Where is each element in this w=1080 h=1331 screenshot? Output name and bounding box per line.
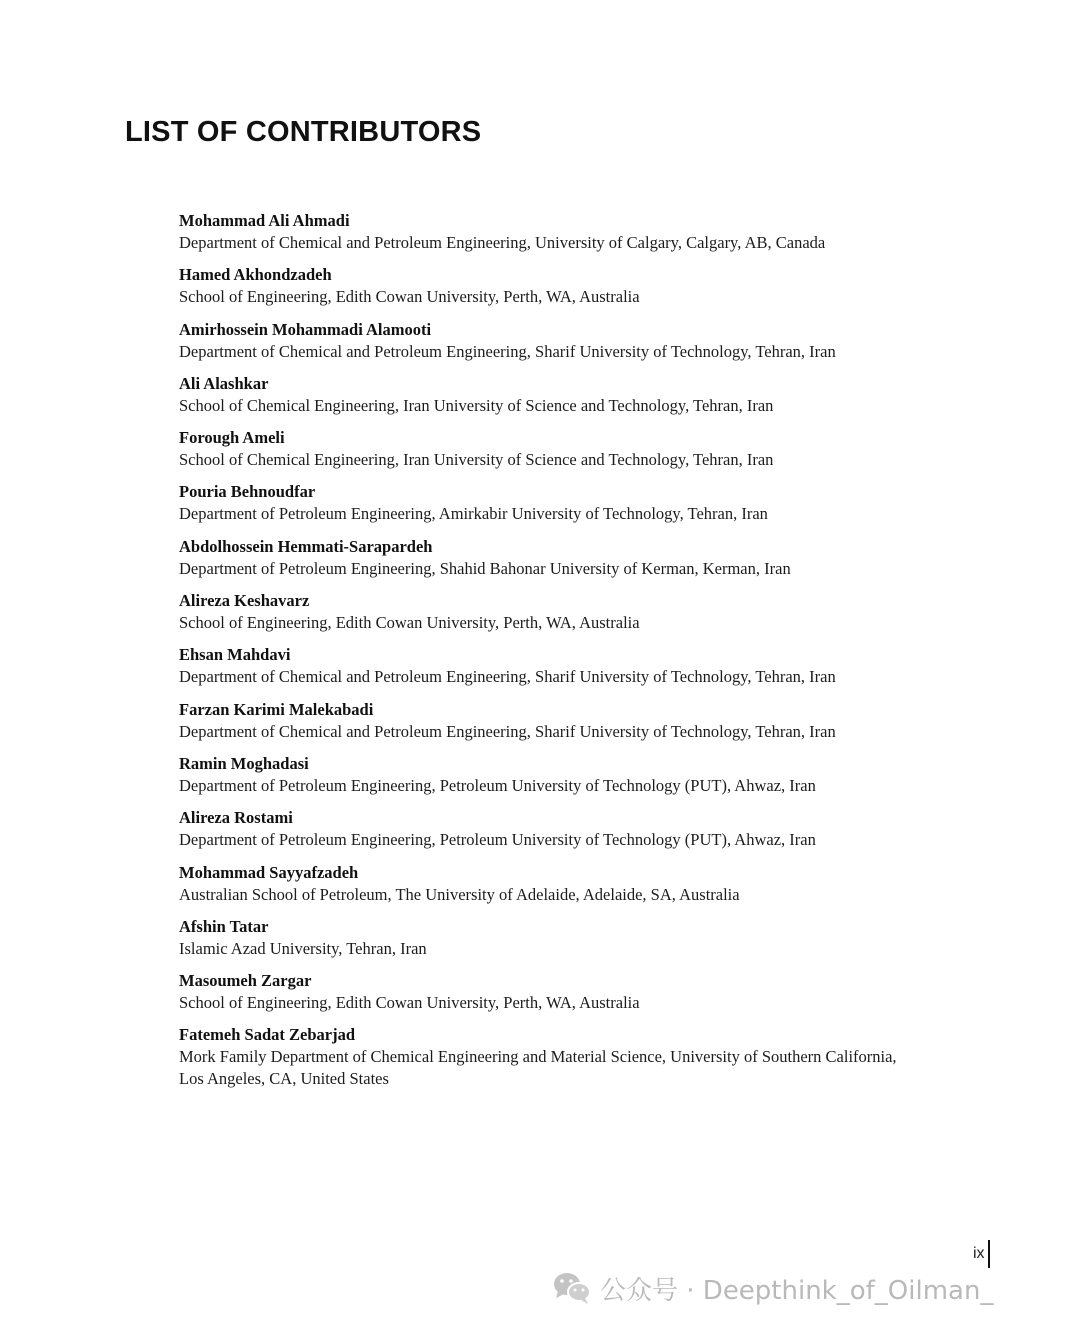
contributor-name: Ramin Moghadasi bbox=[179, 753, 309, 773]
contributor-name: Forough Ameli bbox=[179, 428, 285, 448]
contributor-affiliation: Australian School of Petroleum, The University of Adelaide, Adelaide, SA, Australia bbox=[179, 884, 740, 904]
contributor-affiliation: School of Engineering, Edith Cowan University, Perth, WA, Australia bbox=[179, 993, 640, 1013]
contributor-affiliation: Mork Family Department of Chemical Engineering and Material Science, University of Southern California, Los Angeles, CA, United States bbox=[179, 1047, 897, 1089]
contributor-entry bbox=[179, 373, 919, 417]
watermark-text: 公众号 · Deepthink_of_Oilman_ bbox=[600, 1275, 994, 1306]
contributor-affiliation: Department of Chemical and Petroleum Engineering, University of Calgary, Calgary, AB, Canada bbox=[179, 233, 826, 252]
contributor-entry bbox=[179, 970, 919, 1014]
contributor-entry bbox=[179, 319, 919, 363]
contributor-name: Hamed Akhondzadeh bbox=[179, 265, 332, 285]
contributor-entry bbox=[179, 753, 919, 797]
contributor-list bbox=[179, 210, 919, 1101]
contributor-entry bbox=[179, 699, 919, 743]
contributor-entry bbox=[179, 1024, 919, 1090]
contributor-affiliation: School of Engineering, Edith Cowan University, Perth, WA, Australia bbox=[179, 287, 640, 307]
contributor-entry bbox=[179, 807, 919, 851]
wechat-icon bbox=[552, 1270, 592, 1306]
contributor-name: Ehsan Mahdavi bbox=[179, 645, 291, 665]
contributor-name: Mohammad Sayyafzadeh bbox=[179, 862, 359, 882]
contributor-affiliation: Department of Chemical and Petroleum Engineering, Sharif University of Technology, Tehran, Iran bbox=[179, 341, 836, 361]
contributor-affiliation: Department of Petroleum Engineering, Amirkabir University of Technology, Tehran, Iran bbox=[179, 504, 768, 524]
contributor-affiliation: School of Chemical Engineering, Iran University of Science and Technology, Tehran, Iran bbox=[179, 450, 774, 470]
contributor-entry bbox=[179, 916, 919, 960]
contributor-entry bbox=[179, 862, 919, 906]
contributor-affiliation: School of Engineering, Edith Cowan University, Perth, WA, Australia bbox=[179, 613, 640, 633]
page-number-rule bbox=[988, 1240, 990, 1268]
contributor-name: Fatemeh Sadat Zebarjad bbox=[179, 1025, 355, 1045]
contributor-name: Amirhossein Mohammadi Alamooti bbox=[179, 319, 432, 339]
contributor-entry bbox=[179, 590, 919, 634]
contributor-name: Abdolhossein Hemmati-Sarapardeh bbox=[179, 536, 433, 556]
contributor-name: Masoumeh Zargar bbox=[179, 971, 312, 991]
contributor-affiliation: Department of Chemical and Petroleum Engineering, Sharif University of Technology, Tehran, Iran bbox=[179, 667, 836, 687]
contributor-affiliation: Department of Petroleum Engineering, Petroleum University of Technology (PUT), Ahwaz, Iran bbox=[179, 775, 816, 795]
page-title: LIST OF CONTRIBUTORS bbox=[125, 116, 482, 148]
contributor-entry bbox=[179, 644, 919, 688]
contributor-affiliation: School of Chemical Engineering, Iran University of Science and Technology, Tehran, Iran bbox=[179, 395, 774, 415]
contributor-name: Farzan Karimi Malekabadi bbox=[179, 699, 374, 719]
contributor-entry bbox=[179, 536, 919, 580]
contributor-name: Ali Alashkar bbox=[179, 373, 269, 393]
contributor-affiliation: Department of Chemical and Petroleum Engineering, Sharif University of Technology, Tehran, Iran bbox=[179, 721, 836, 741]
contributor-entry bbox=[179, 264, 919, 308]
contributor-name: Alireza Keshavarz bbox=[179, 591, 310, 611]
contributor-entry bbox=[179, 210, 919, 254]
contributor-entry bbox=[179, 427, 919, 471]
contributor-name: Mohammad Ali Ahmadi bbox=[179, 211, 350, 230]
contributor-entry bbox=[179, 481, 919, 525]
contributor-affiliation: Department of Petroleum Engineering, Shahid Bahonar University of Kerman, Kerman, Iran bbox=[179, 558, 791, 578]
contributor-affiliation: Department of Petroleum Engineering, Petroleum University of Technology (PUT), Ahwaz, Iran bbox=[179, 830, 816, 850]
contributor-name: Afshin Tatar bbox=[179, 916, 269, 936]
contributor-affiliation: Islamic Azad University, Tehran, Iran bbox=[179, 938, 427, 958]
watermark bbox=[552, 1268, 993, 1308]
contributor-name: Pouria Behnoudfar bbox=[179, 482, 316, 502]
page-number: ix bbox=[973, 1245, 985, 1262]
contributor-name: Alireza Rostami bbox=[179, 808, 293, 828]
